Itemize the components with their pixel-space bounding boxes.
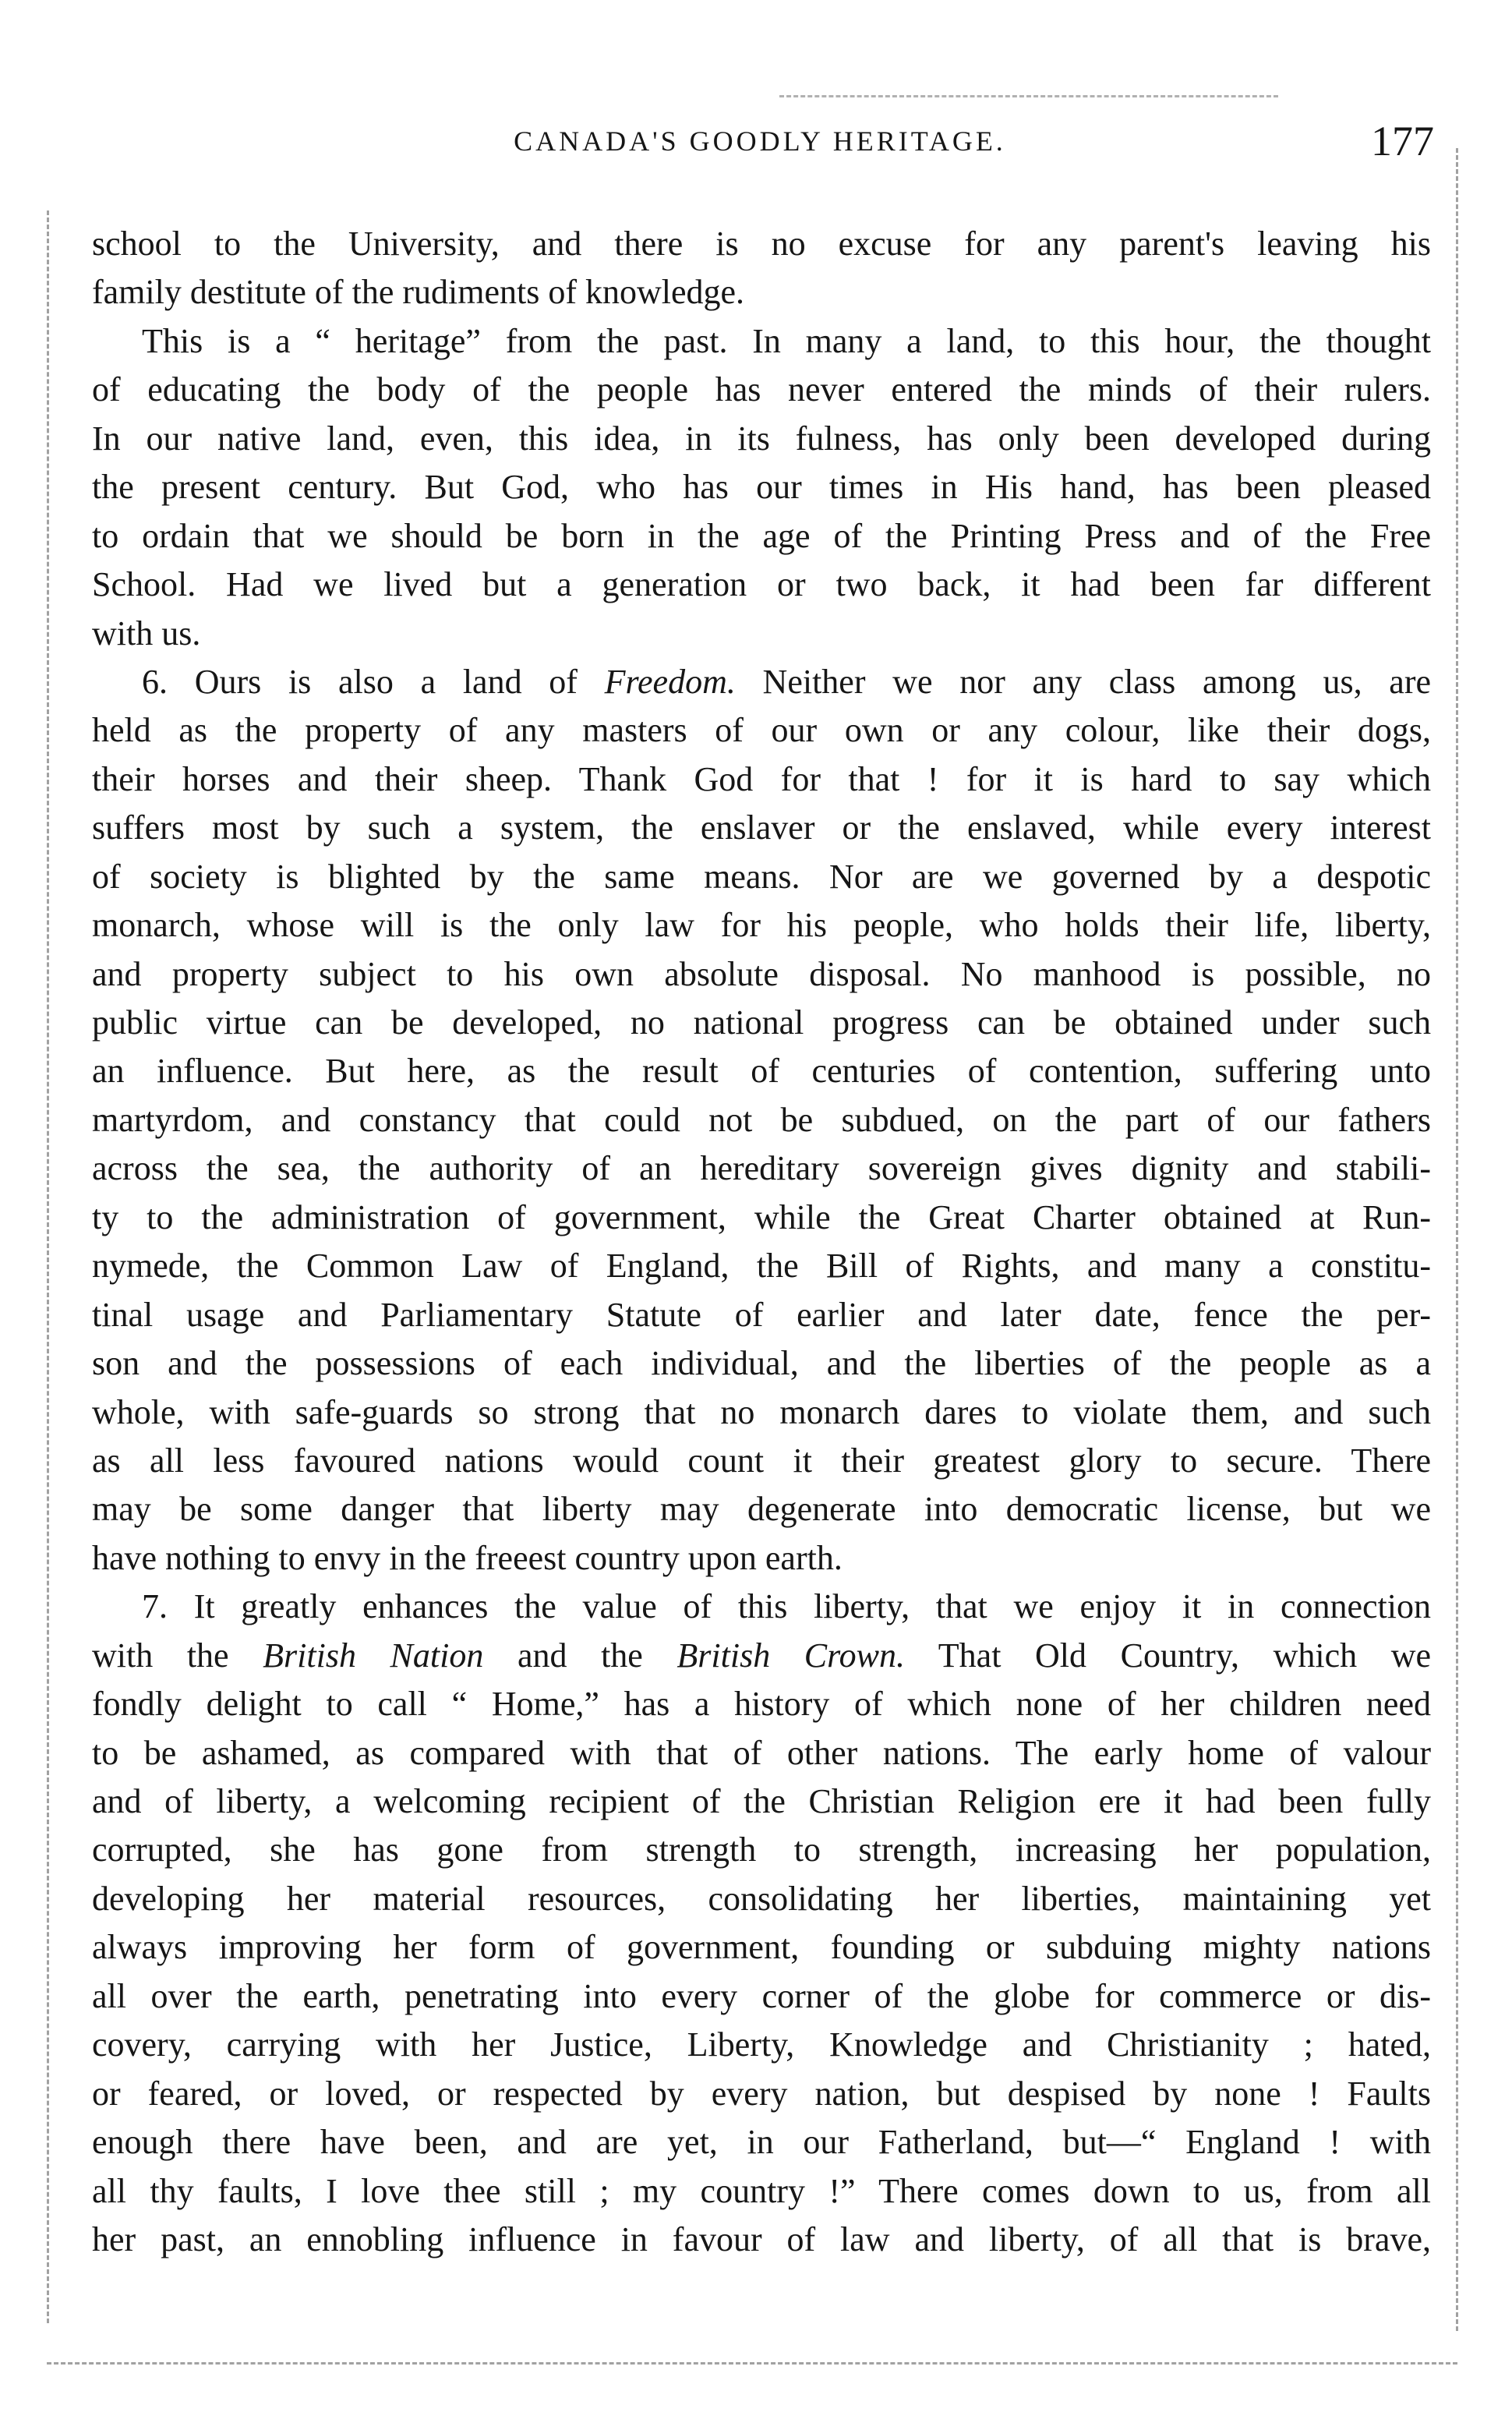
line-text: 6. Ours is also a land of [142, 662, 605, 701]
line-text: and the [483, 1636, 677, 1675]
text-line: all over the earth, penetrating into every corner of the globe for commerce or dis- [92, 1976, 1431, 2015]
text-line: of society is blighted by the same means. Nor are we governed by a despotic [92, 857, 1431, 896]
page-number: 177 [1371, 118, 1434, 164]
text-line: monarch, whose will is the only law for his people, who holds their life, liberty, [92, 906, 1431, 945]
british-nation-italic: British Nation [263, 1636, 484, 1675]
text-line: suffers most by such a system, the enslaver or the enslaved, while every interest [92, 808, 1431, 847]
text-line-section-7 [92, 1632, 1431, 1680]
line-text: Neither we nor any class among us, are [735, 662, 1431, 701]
text-line: across the sea, the authority of an hereditary sovereign gives dignity and stabili- [92, 1149, 1431, 1188]
text-line: may be some danger that liberty may degenerate into democratic license, but we [92, 1490, 1431, 1529]
text-line: nymede, the Common Law of England, the Bill of Rights, and many a constitu- [92, 1247, 1431, 1286]
text-line: family destitute of the rudiments of knowledge. [92, 273, 745, 312]
text-line: In our native land, even, this idea, in its fulness, has only been developed during [92, 419, 1431, 458]
text-line: martyrdom, and constancy that could not be subdued, on the part of our fathers [92, 1100, 1431, 1139]
text-line: always improving her form of government, founding or subduing mighty nations [92, 1928, 1431, 1967]
running-head: CANADA'S GOODLY HERITAGE. [514, 126, 1006, 157]
body-text [92, 220, 1431, 2264]
text-line: son and the possessions of each individual, and the liberties of the people as a [92, 1344, 1431, 1383]
text-line: held as the property of any masters of our own or any colour, like their dogs, [92, 711, 1431, 750]
text-line-section-6 [92, 658, 1431, 706]
text-line: all thy faults, I love thee still ; my country !” There comes down to us, from all [92, 2171, 1431, 2210]
text-line: to ordain that we should be born in the age of the Printing Press and of the Free [92, 516, 1431, 555]
text-line: with us. [92, 614, 201, 653]
text-line: 7. It greatly enhances the value of this liberty, that we enjoy it in connection [142, 1587, 1431, 1626]
text-line: school to the University, and there is no excuse for any parent's leaving his [92, 225, 1431, 263]
british-crown-italic: British Crown. [677, 1636, 905, 1675]
line-text: with the [92, 1636, 263, 1675]
text-line: and property subject to his own absolute disposal. No manhood is possible, no [92, 954, 1431, 993]
text-line: School. Had we lived but a generation or two back, it had been far different [92, 565, 1431, 604]
text-line: tinal usage and Parliamentary Statute of earlier and later date, fence the per- [92, 1295, 1431, 1334]
text-line: and of liberty, a welcoming recipient of the Christian Religion ere it had been fully [92, 1782, 1431, 1820]
text-line: covery, carrying with her Justice, Liberty, Knowledge and Christianity ; hated, [92, 2025, 1431, 2064]
text-line: of educating the body of the people has never entered the minds of their rulers. [92, 370, 1431, 409]
scan-edge-top [779, 95, 1278, 97]
text-line: developing her material resources, consolidating her liberties, maintaining yet [92, 1879, 1431, 1918]
text-line: enough there have been, and are yet, in our Fatherland, but—“ England ! with [92, 2123, 1431, 2162]
freedom-italic: Freedom. [604, 662, 736, 701]
text-line: This is a “ heritage” from the past. In many a land, to this hour, the thought [142, 321, 1431, 360]
text-line: ty to the administration of government, while the Great Charter obtained at Run- [92, 1197, 1431, 1236]
text-line: their horses and their sheep. Thank God for that ! for it is hard to say which [92, 759, 1431, 798]
text-line: or feared, or loved, or respected by every nation, but despised by none ! Faults [92, 2074, 1431, 2113]
text-line: her past, an ennobling influence in favour of law and liberty, of all that is brave, [92, 2220, 1431, 2258]
text-line: as all less favoured nations would count it their greatest glory to secure. There [92, 1441, 1431, 1480]
text-line: have nothing to envy in the freeest country upon earth. [92, 1538, 843, 1577]
text-line: corrupted, she has gone from strength to strength, increasing her population, [92, 1830, 1431, 1869]
scan-edge-left [47, 210, 51, 2323]
text-line: whole, with safe-guards so strong that no monarch dares to violate them, and such [92, 1392, 1431, 1431]
text-line: fondly delight to call “ Home,” has a history of which none of her children need [92, 1685, 1431, 1724]
page-header [86, 118, 1434, 179]
text-line: an influence. But here, as the result of centuries of contention, suffering unto [92, 1052, 1431, 1091]
line-text: That Old Country, which we [905, 1636, 1431, 1675]
scan-edge-right [1456, 148, 1461, 2331]
scan-edge-bottom [47, 2362, 1457, 2365]
text-line: to be ashamed, as compared with that of other nations. The early home of valour [92, 1733, 1431, 1772]
text-line: the present century. But God, who has our times in His hand, has been pleased [92, 468, 1431, 507]
text-line: public virtue can be developed, no national progress can be obtained under such [92, 1003, 1431, 1042]
